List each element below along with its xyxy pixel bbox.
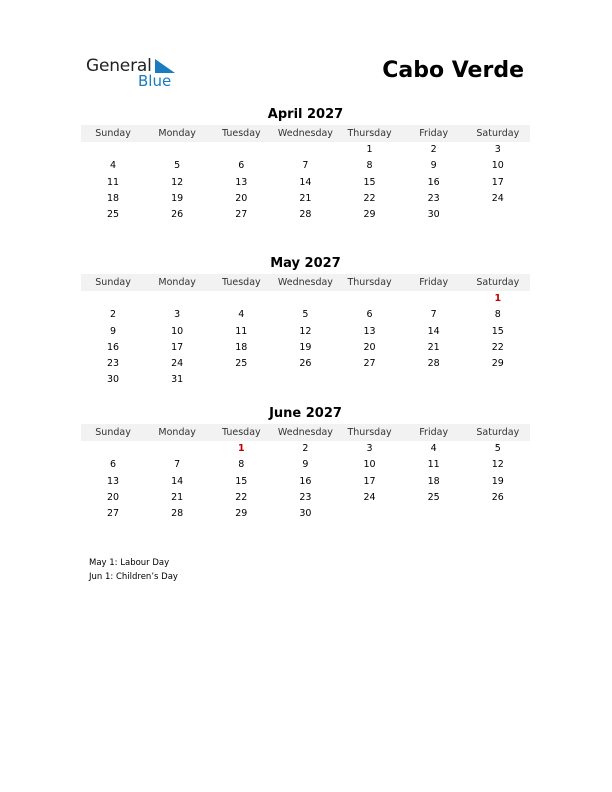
holiday-item: May 1: Labour Day	[89, 558, 170, 568]
day-cell: 20	[107, 491, 120, 503]
weekday-label: Sunday	[95, 427, 131, 438]
weekday-label: Saturday	[476, 427, 520, 438]
week-row	[81, 291, 530, 307]
day-cell: 12	[171, 176, 184, 188]
day-cell: 1	[494, 293, 502, 304]
day-cell: 11	[107, 176, 120, 188]
day-cell: 12	[299, 325, 312, 337]
weekday-header	[81, 274, 530, 291]
day-cell: 23	[299, 491, 312, 503]
day-cell: 3	[174, 309, 181, 321]
day-cell	[145, 441, 209, 457]
day-cell	[81, 142, 145, 158]
day-cell: 11	[235, 325, 248, 337]
day-cell: 23	[107, 358, 120, 370]
day-cell: 27	[107, 508, 120, 520]
weekday-label: Monday	[158, 277, 196, 288]
weekday-label: Saturday	[476, 128, 520, 139]
weekday-label: Thursday	[347, 128, 392, 139]
day-cell: 19	[491, 475, 504, 487]
week-row	[81, 158, 530, 174]
day-cell: 2	[110, 309, 117, 321]
month-may	[81, 255, 530, 389]
country-title: Cabo Verde	[382, 58, 524, 83]
day-cell: 28	[171, 508, 184, 520]
day-cell: 17	[171, 341, 184, 353]
day-cell: 4	[238, 309, 245, 321]
day-cell: 21	[427, 341, 440, 353]
day-cell: 5	[174, 160, 181, 172]
day-cell: 16	[427, 176, 440, 188]
weekday-label: Tuesday	[221, 128, 261, 139]
weekday-label: Sunday	[95, 277, 131, 288]
weekday-header	[81, 125, 530, 142]
month-title: June 2027	[269, 406, 342, 421]
day-cell: 19	[299, 341, 312, 353]
day-cell: 1	[366, 144, 373, 155]
day-cell: 5	[494, 443, 501, 454]
day-cell: 3	[366, 443, 373, 454]
week-row	[81, 307, 530, 323]
day-cell: 27	[363, 358, 376, 370]
day-cell: 2	[430, 144, 437, 155]
day-cell: 7	[302, 160, 309, 172]
week-row	[81, 441, 530, 457]
weekday-label: Thursday	[347, 277, 392, 288]
day-cell	[145, 142, 209, 158]
day-cell: 13	[107, 475, 120, 487]
weekday-header	[81, 424, 530, 441]
day-cell: 6	[366, 309, 373, 321]
week-row	[81, 372, 530, 388]
weekday-label: Monday	[158, 427, 196, 438]
week-row	[81, 142, 530, 158]
week-row	[81, 340, 530, 356]
day-cell: 12	[491, 459, 504, 471]
week-row	[81, 175, 530, 191]
day-cell: 21	[299, 192, 312, 204]
day-cell: 13	[235, 176, 248, 188]
day-cell	[338, 506, 402, 522]
day-cell: 27	[235, 209, 248, 221]
day-cell	[209, 291, 273, 307]
day-cell: 3	[494, 144, 501, 155]
day-cell: 9	[430, 160, 437, 172]
day-cell: 26	[299, 358, 312, 370]
day-cell	[273, 291, 337, 307]
day-cell: 5	[302, 309, 309, 321]
weekday-label: Wednesday	[277, 277, 333, 288]
week-row	[81, 506, 530, 522]
day-cell: 24	[491, 192, 504, 204]
day-cell	[466, 207, 530, 223]
day-cell: 28	[299, 209, 312, 221]
day-cell: 24	[363, 491, 376, 503]
day-cell: 6	[110, 459, 117, 471]
day-cell: 18	[427, 475, 440, 487]
day-cell: 15	[491, 325, 504, 337]
weekday-label: Thursday	[347, 427, 392, 438]
month-june	[81, 405, 530, 522]
week-row	[81, 356, 530, 372]
weekday-label: Tuesday	[221, 277, 261, 288]
day-cell: 13	[363, 325, 376, 337]
day-cell: 28	[427, 358, 440, 370]
day-cell: 22	[491, 341, 504, 353]
day-cell	[466, 372, 530, 388]
weekday-label: Friday	[419, 427, 449, 438]
day-cell: 14	[299, 176, 312, 188]
week-row	[81, 457, 530, 473]
day-cell: 24	[171, 358, 184, 370]
day-cell: 17	[491, 176, 504, 188]
week-row	[81, 490, 530, 506]
day-cell: 30	[299, 508, 312, 520]
weekday-label: Tuesday	[221, 427, 261, 438]
weekday-label: Wednesday	[277, 427, 333, 438]
day-cell: 4	[110, 160, 117, 172]
day-cell: 10	[491, 160, 504, 172]
day-cell: 31	[171, 374, 184, 386]
weekday-label: Monday	[158, 128, 196, 139]
weekday-label: Saturday	[476, 277, 520, 288]
day-cell: 20	[235, 192, 248, 204]
day-cell: 8	[238, 459, 245, 471]
day-cell: 9	[110, 325, 117, 337]
day-cell: 30	[107, 374, 120, 386]
weekday-label: Friday	[419, 128, 449, 139]
day-cell: 14	[171, 475, 184, 487]
holiday-item: Jun 1: Children’s Day	[89, 572, 178, 582]
day-cell: 8	[366, 160, 373, 172]
day-cell: 29	[363, 209, 376, 221]
holiday-list	[89, 556, 178, 584]
week-row	[81, 474, 530, 490]
day-cell	[402, 506, 466, 522]
day-cell	[273, 142, 337, 158]
day-cell: 8	[494, 309, 501, 321]
day-cell	[81, 441, 145, 457]
day-cell: 26	[171, 209, 184, 221]
day-cell: 17	[363, 475, 376, 487]
day-cell	[273, 372, 337, 388]
day-cell	[145, 291, 209, 307]
day-cell: 21	[171, 491, 184, 503]
weekday-label: Friday	[419, 277, 449, 288]
day-cell: 7	[430, 309, 437, 321]
day-cell: 25	[427, 491, 440, 503]
day-cell: 20	[363, 341, 376, 353]
day-cell	[338, 291, 402, 307]
day-cell	[338, 372, 402, 388]
day-cell: 2	[302, 443, 309, 454]
day-cell: 6	[238, 160, 245, 172]
day-cell: 30	[427, 209, 440, 221]
day-cell: 22	[235, 491, 248, 503]
day-cell: 10	[363, 459, 376, 471]
logo-text-blue: Blue	[138, 72, 172, 90]
day-cell: 16	[107, 341, 120, 353]
month-title: April 2027	[267, 107, 344, 122]
day-cell	[402, 291, 466, 307]
day-cell: 22	[363, 192, 376, 204]
day-cell: 15	[235, 475, 248, 487]
day-cell: 15	[363, 176, 376, 188]
day-cell: 10	[171, 325, 184, 337]
day-cell	[209, 372, 273, 388]
day-cell: 23	[427, 192, 440, 204]
day-cell	[209, 142, 273, 158]
logo-text-general: General	[86, 56, 152, 76]
day-cell: 9	[302, 459, 309, 471]
logo	[86, 56, 186, 92]
week-row	[81, 324, 530, 340]
day-cell	[81, 291, 145, 307]
day-cell: 19	[171, 192, 184, 204]
day-cell: 11	[427, 459, 440, 471]
day-cell: 7	[174, 459, 181, 471]
day-cell: 1	[238, 443, 245, 454]
day-cell: 16	[299, 475, 312, 487]
day-cell	[466, 506, 530, 522]
day-cell	[402, 372, 466, 388]
day-cell: 29	[235, 508, 248, 520]
day-cell: 25	[107, 209, 120, 221]
day-cell: 29	[491, 358, 504, 370]
day-cell: 26	[491, 491, 504, 503]
day-cell: 25	[235, 358, 248, 370]
weekday-label: Wednesday	[277, 128, 333, 139]
week-row	[81, 207, 530, 223]
day-cell: 14	[427, 325, 440, 337]
day-cell: 4	[430, 443, 437, 454]
day-cell: 18	[107, 192, 120, 204]
month-title: May 2027	[270, 256, 341, 271]
day-cell: 18	[235, 341, 248, 353]
month-april	[81, 106, 530, 223]
weekday-label: Sunday	[95, 128, 131, 139]
week-row	[81, 191, 530, 207]
